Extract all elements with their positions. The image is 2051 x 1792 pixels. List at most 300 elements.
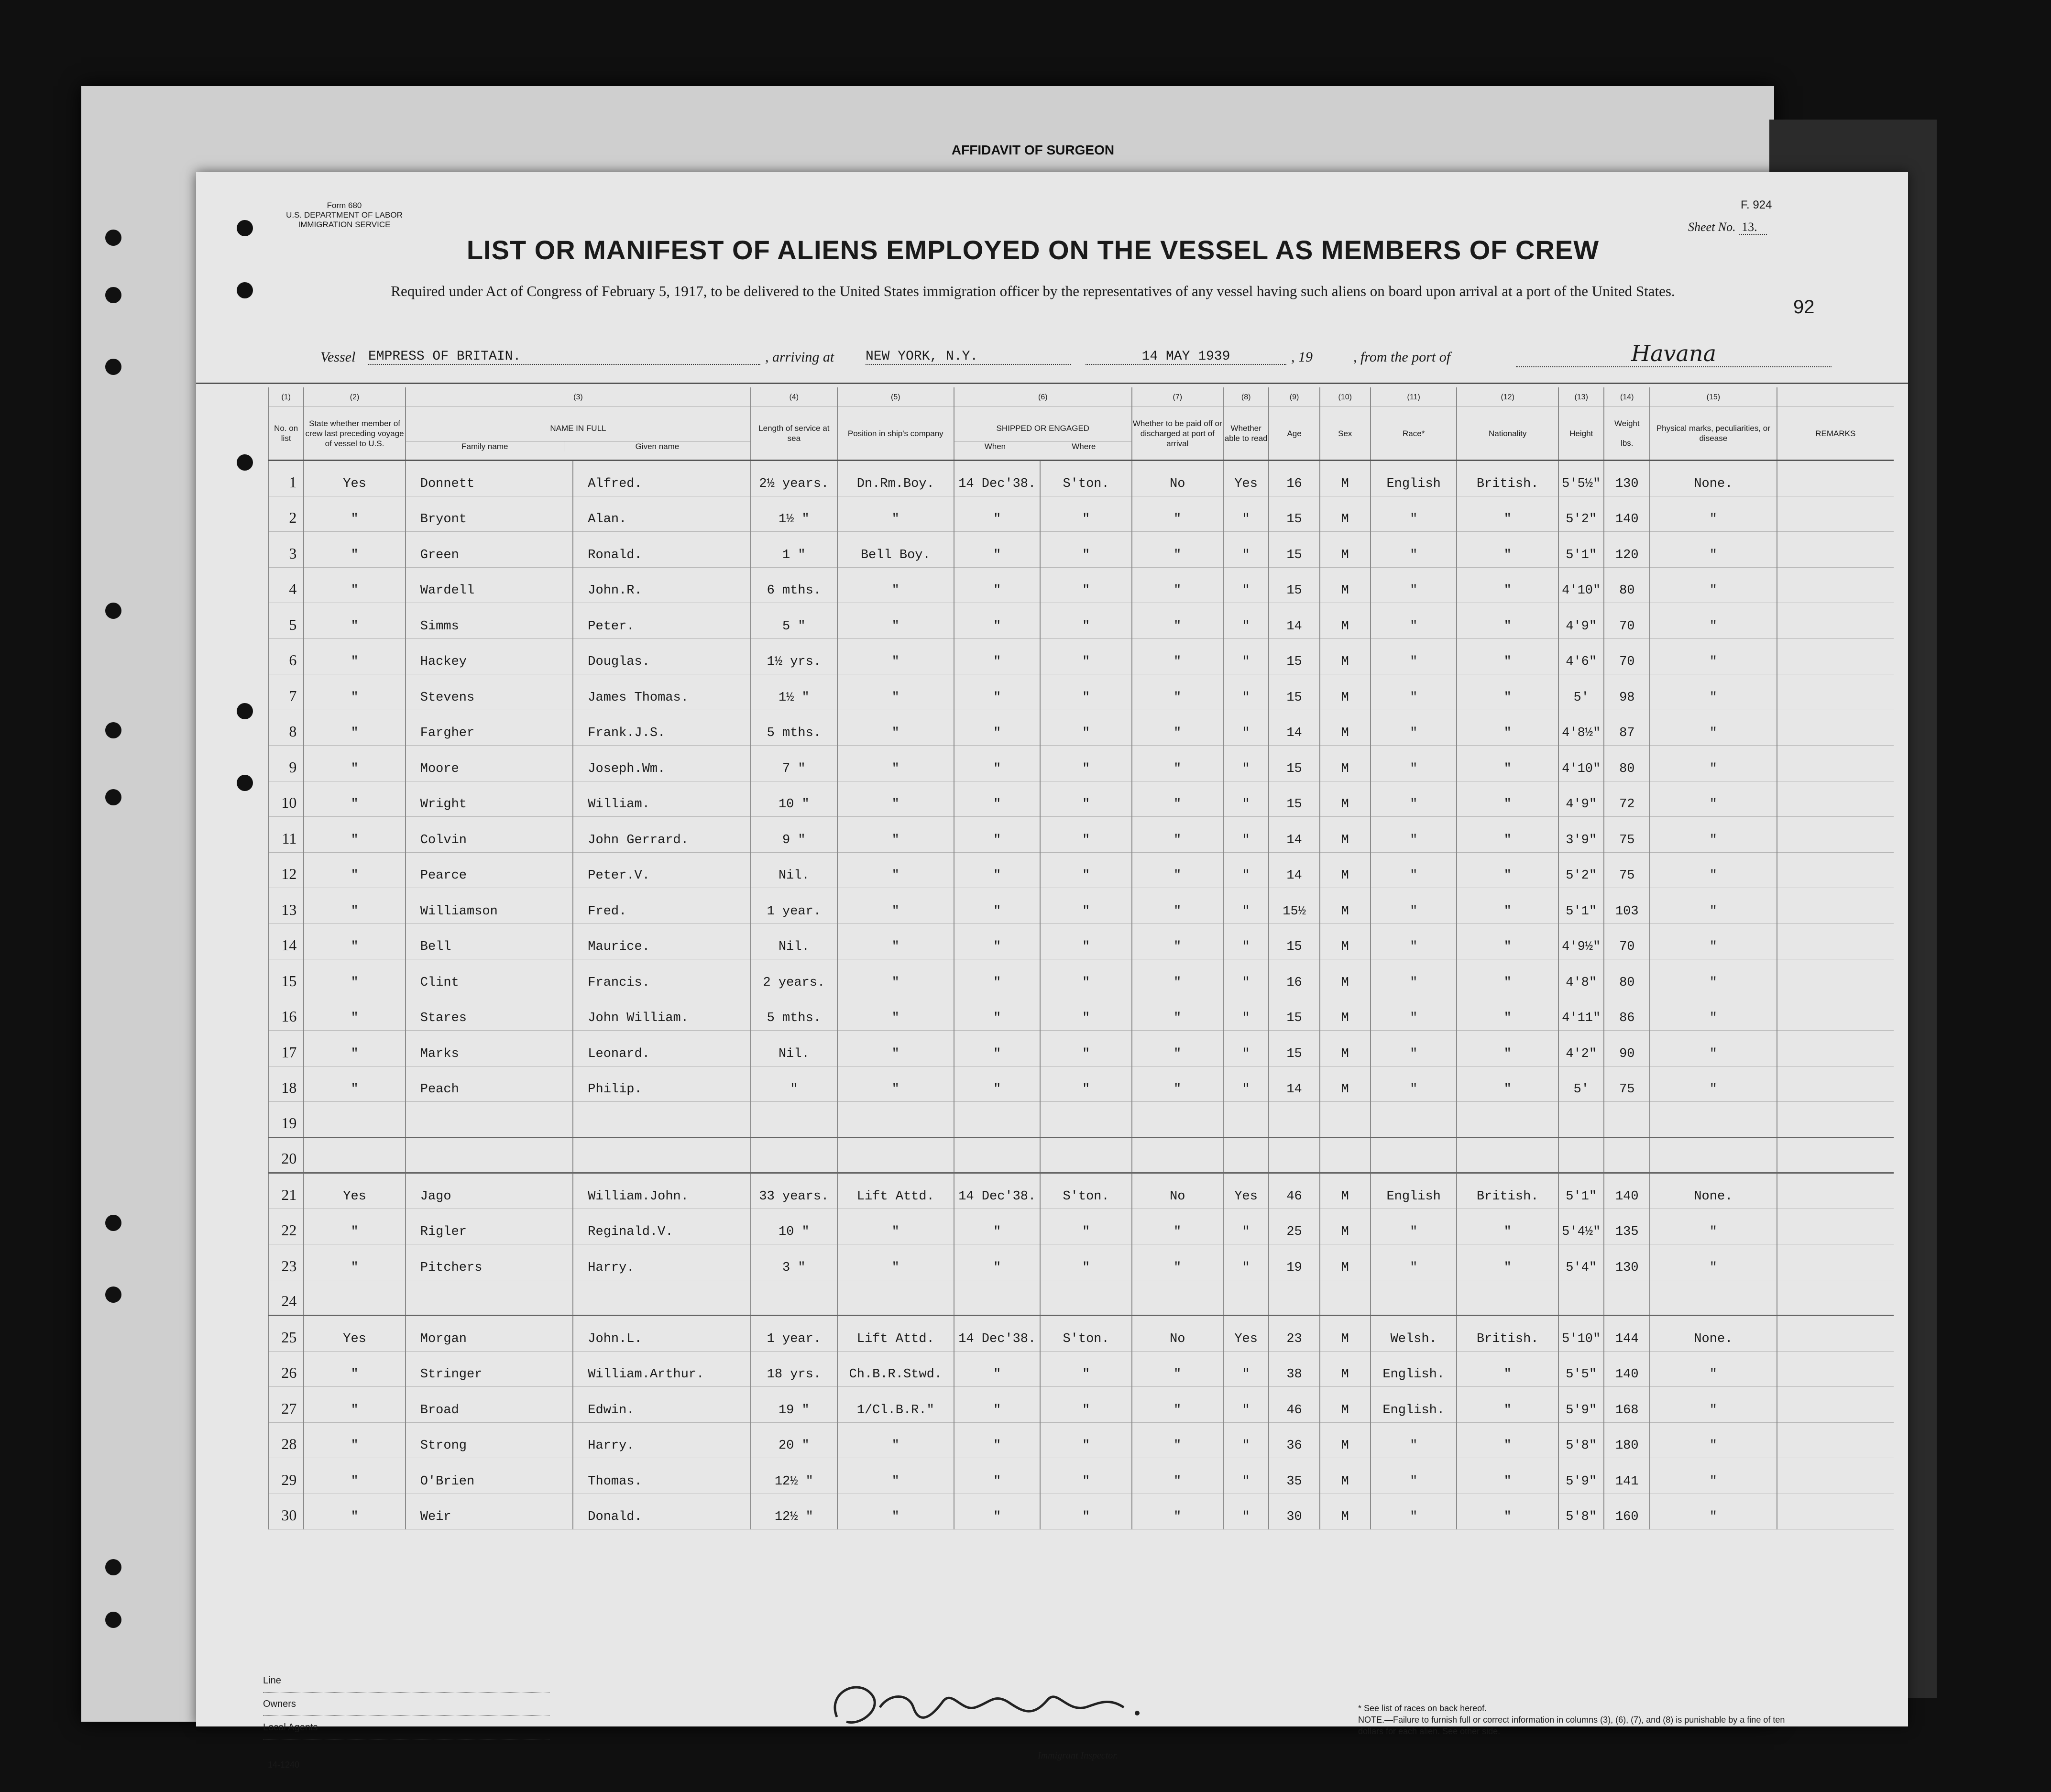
family-name-cell: Rigler [406, 1209, 573, 1244]
sex-cell [1320, 1102, 1371, 1138]
header-weight [1604, 407, 1650, 461]
nationality-cell: " [1457, 710, 1558, 746]
nationality-cell: " [1457, 603, 1558, 639]
sex-cell: M [1320, 496, 1371, 532]
remarks-cell [1777, 638, 1894, 674]
weight-cell: 80 [1604, 746, 1650, 781]
nationality-cell: " [1457, 852, 1558, 888]
prior-voyage-cell: " [304, 959, 405, 995]
race-cell: " [1371, 532, 1457, 568]
length-of-service-cell: 5 mths. [751, 995, 837, 1031]
sex-cell: M [1320, 1316, 1371, 1352]
prior-voyage-cell: " [304, 638, 405, 674]
family-name-cell: Bryont [406, 496, 573, 532]
sex-cell: M [1320, 1173, 1371, 1209]
able-to-read-cell: " [1223, 1351, 1269, 1387]
punch-hole [237, 454, 253, 471]
given-name-cell [573, 1280, 751, 1316]
able-to-read-cell: Yes [1223, 1173, 1269, 1209]
physical-marks-cell: None. [1650, 1173, 1777, 1209]
length-of-service-cell: Nil. [751, 1031, 837, 1066]
table-row [268, 461, 1894, 496]
shipped-where-cell: " [1040, 603, 1131, 639]
header-prior: State whether member of crew last preceding voyage of vessel to U.S. [304, 407, 405, 461]
physical-marks-cell: " [1650, 746, 1777, 781]
header-no: No. on list [268, 407, 304, 461]
table-row [268, 1494, 1894, 1529]
sheet-label: Sheet No. [1688, 220, 1736, 234]
position-cell: " [837, 781, 954, 817]
header-sex: Sex [1320, 407, 1371, 461]
weight-cell: 87 [1604, 710, 1650, 746]
header-nationality: Nationality [1457, 407, 1558, 461]
race-cell: English [1371, 1173, 1457, 1209]
shipped-when-cell: " [954, 567, 1041, 603]
height-cell: 5'4½" [1558, 1209, 1604, 1244]
family-name-cell: Wright [406, 781, 573, 817]
shipped-where-cell: " [1040, 888, 1131, 924]
shipped-when-cell: " [954, 1458, 1041, 1494]
vessel-label: Vessel [320, 349, 356, 365]
able-to-read-cell [1223, 1137, 1269, 1173]
shipped-where-cell: S'ton. [1040, 461, 1131, 496]
weight-cell: 120 [1604, 532, 1650, 568]
weight-cell: 103 [1604, 888, 1650, 924]
able-to-read-cell: " [1223, 781, 1269, 817]
shipped-where-cell: " [1040, 1422, 1131, 1458]
table-row [268, 603, 1894, 639]
nationality-cell: " [1457, 638, 1558, 674]
remarks-cell [1777, 496, 1894, 532]
age-cell: 15 [1269, 995, 1319, 1031]
paid-off-cell: " [1132, 817, 1223, 853]
prior-voyage-cell: " [304, 1351, 405, 1387]
affidavit-header: AFFIDAVIT OF SURGEON [951, 143, 1115, 157]
from-port-label: , from the port of [1353, 349, 1451, 365]
length-of-service-cell: 10 " [751, 1209, 837, 1244]
colnum: (15) [1650, 387, 1777, 407]
sex-cell: M [1320, 1422, 1371, 1458]
height-cell: 5'1" [1558, 888, 1604, 924]
length-of-service-cell: 10 " [751, 781, 837, 817]
shipped-where-cell: " [1040, 638, 1131, 674]
race-cell: " [1371, 638, 1457, 674]
family-name-cell: Fargher [406, 710, 573, 746]
length-of-service-cell: 1½ " [751, 674, 837, 710]
able-to-read-cell: " [1223, 1422, 1269, 1458]
shipped-where-cell: " [1040, 1351, 1131, 1387]
weight-cell: 140 [1604, 1351, 1650, 1387]
given-name-cell: John.L. [573, 1316, 751, 1352]
header-remarks: REMARKS [1777, 407, 1894, 461]
line-number-cell: 11 [268, 817, 304, 853]
position-cell: " [837, 1422, 954, 1458]
weight-cell: 140 [1604, 1173, 1650, 1209]
nationality-cell: " [1457, 532, 1558, 568]
position-cell [837, 1102, 954, 1138]
line-number-cell: 19 [268, 1102, 304, 1138]
shipped-where-cell: " [1040, 710, 1131, 746]
position-cell: " [837, 852, 954, 888]
physical-marks-cell: " [1650, 781, 1777, 817]
line-field: Line [263, 1669, 550, 1693]
sex-cell: M [1320, 674, 1371, 710]
length-of-service-cell: Nil. [751, 852, 837, 888]
position-cell: " [837, 1066, 954, 1102]
table-row [268, 959, 1894, 995]
able-to-read-cell: " [1223, 496, 1269, 532]
height-cell: 5'5½" [1558, 461, 1604, 496]
paid-off-cell: " [1132, 532, 1223, 568]
able-to-read-cell: " [1223, 817, 1269, 853]
shipped-when-cell: 14 Dec'38. [954, 1316, 1041, 1352]
prior-voyage-cell: " [304, 496, 405, 532]
shipped-when-cell: " [954, 852, 1041, 888]
length-of-service-cell: 19 " [751, 1387, 837, 1423]
age-cell: 14 [1269, 1066, 1319, 1102]
family-name-cell: Stringer [406, 1351, 573, 1387]
remarks-cell [1777, 603, 1894, 639]
weight-cell [1604, 1280, 1650, 1316]
able-to-read-cell: Yes [1223, 1316, 1269, 1352]
physical-marks-cell: None. [1650, 461, 1777, 496]
age-cell: 19 [1269, 1244, 1319, 1280]
shipped-where-cell: " [1040, 1031, 1131, 1066]
prior-voyage-cell: " [304, 746, 405, 781]
colnum: (14) [1604, 387, 1650, 407]
paid-off-cell: No [1132, 461, 1223, 496]
position-cell: " [837, 1458, 954, 1494]
able-to-read-cell: " [1223, 1209, 1269, 1244]
physical-marks-cell: " [1650, 710, 1777, 746]
line-number-cell: 9 [268, 746, 304, 781]
department-name: U.S. DEPARTMENT OF LABOR [286, 210, 403, 220]
paid-off-cell: " [1132, 781, 1223, 817]
paid-off-cell: " [1132, 674, 1223, 710]
line-number-cell: 27 [268, 1387, 304, 1423]
paid-off-cell: " [1132, 1031, 1223, 1066]
prior-voyage-cell: " [304, 1422, 405, 1458]
header-name-full: NAME IN FULL [406, 416, 750, 441]
table-row [268, 852, 1894, 888]
shipped-where-cell: " [1040, 1458, 1131, 1494]
remarks-cell [1777, 532, 1894, 568]
physical-marks-cell: " [1650, 1351, 1777, 1387]
weight-cell: 70 [1604, 638, 1650, 674]
able-to-read-cell: " [1223, 923, 1269, 959]
sex-cell [1320, 1137, 1371, 1173]
nationality-cell: " [1457, 888, 1558, 924]
age-cell: 15½ [1269, 888, 1319, 924]
physical-marks-cell: " [1650, 852, 1777, 888]
race-cell: " [1371, 781, 1457, 817]
paid-off-cell: " [1132, 1066, 1223, 1102]
table-row [268, 1387, 1894, 1423]
sex-cell: M [1320, 638, 1371, 674]
paid-off-cell: No [1132, 1173, 1223, 1209]
remarks-cell [1777, 1031, 1894, 1066]
race-cell: " [1371, 1066, 1457, 1102]
race-cell: " [1371, 567, 1457, 603]
weight-cell: 98 [1604, 674, 1650, 710]
given-name-cell: Harry. [573, 1244, 751, 1280]
position-cell: " [837, 923, 954, 959]
race-cell [1371, 1280, 1457, 1316]
remarks-cell [1777, 1458, 1894, 1494]
weight-cell: 72 [1604, 781, 1650, 817]
weight-cell: 75 [1604, 817, 1650, 853]
length-of-service-cell: 2 years. [751, 959, 837, 995]
nationality-cell: British. [1457, 1316, 1558, 1352]
weight-cell [1604, 1137, 1650, 1173]
able-to-read-cell: " [1223, 532, 1269, 568]
height-cell: 5'8" [1558, 1494, 1604, 1529]
shipped-where-cell: " [1040, 1066, 1131, 1102]
table-row [268, 888, 1894, 924]
physical-marks-cell: " [1650, 1066, 1777, 1102]
colnum: (7) [1132, 387, 1223, 407]
physical-marks-cell: " [1650, 1458, 1777, 1494]
table-row [268, 817, 1894, 853]
given-name-cell: Joseph.Wm. [573, 746, 751, 781]
height-cell: 5'10" [1558, 1316, 1604, 1352]
colnum: (8) [1223, 387, 1269, 407]
shipped-when-cell: " [954, 710, 1041, 746]
colnum: (1) [268, 387, 304, 407]
paid-off-cell: " [1132, 888, 1223, 924]
height-cell: 4'9" [1558, 781, 1604, 817]
race-cell: " [1371, 1031, 1457, 1066]
sex-cell: M [1320, 923, 1371, 959]
age-cell: 46 [1269, 1173, 1319, 1209]
header-age: Age [1269, 407, 1319, 461]
given-name-cell: Peter. [573, 603, 751, 639]
table-row [268, 923, 1894, 959]
remarks-cell [1777, 1422, 1894, 1458]
age-cell: 15 [1269, 923, 1319, 959]
height-cell: 4'9½" [1558, 923, 1604, 959]
remarks-cell [1777, 888, 1894, 924]
shipped-where-cell: S'ton. [1040, 1316, 1131, 1352]
punch-hole [237, 775, 253, 791]
line-number-cell: 4 [268, 567, 304, 603]
family-name-cell: Pearce [406, 852, 573, 888]
line-number-cell: 29 [268, 1458, 304, 1494]
year-label: , 19 [1291, 349, 1313, 365]
nationality-cell: " [1457, 1031, 1558, 1066]
position-cell: " [837, 638, 954, 674]
family-name-cell: Green [406, 532, 573, 568]
header-read: Whether able to read [1223, 407, 1269, 461]
shipped-when-cell: " [954, 1422, 1041, 1458]
given-name-cell: Ronald. [573, 532, 751, 568]
physical-marks-cell: None. [1650, 1316, 1777, 1352]
shipped-when-cell: 14 Dec'38. [954, 1173, 1041, 1209]
punch-hole [105, 287, 121, 303]
physical-marks-cell [1650, 1280, 1777, 1316]
height-cell [1558, 1280, 1604, 1316]
given-name-cell: William.John. [573, 1173, 751, 1209]
race-cell: " [1371, 852, 1457, 888]
local-agents-field: Local Agents [263, 1716, 550, 1739]
able-to-read-cell: " [1223, 1031, 1269, 1066]
length-of-service-cell: 1 " [751, 532, 837, 568]
shipped-when-cell: " [954, 817, 1041, 853]
weight-cell: 160 [1604, 1494, 1650, 1529]
nationality-cell: " [1457, 1066, 1558, 1102]
punch-hole [105, 359, 121, 375]
nationality-cell: " [1457, 959, 1558, 995]
table-row [268, 746, 1894, 781]
age-cell: 15 [1269, 674, 1319, 710]
prior-voyage-cell: " [304, 567, 405, 603]
given-name-cell: John.R. [573, 567, 751, 603]
sheet-number [1688, 220, 1767, 234]
shipped-when-cell: " [954, 1244, 1041, 1280]
remarks-cell [1777, 1066, 1894, 1102]
physical-marks-cell: " [1650, 995, 1777, 1031]
line-number-cell: 22 [268, 1209, 304, 1244]
sex-cell: M [1320, 746, 1371, 781]
remarks-cell [1777, 710, 1894, 746]
paid-off-cell [1132, 1280, 1223, 1316]
sex-cell: M [1320, 1494, 1371, 1529]
shipped-where-cell: " [1040, 567, 1131, 603]
given-name-cell: John William. [573, 995, 751, 1031]
sex-cell: M [1320, 1031, 1371, 1066]
position-cell: " [837, 603, 954, 639]
physical-marks-cell [1650, 1137, 1777, 1173]
punch-hole [237, 282, 253, 298]
family-name-cell: Williamson [406, 888, 573, 924]
race-cell: " [1371, 603, 1457, 639]
sex-cell: M [1320, 1209, 1371, 1244]
length-of-service-cell: " [751, 1066, 837, 1102]
length-of-service-cell: 2½ years. [751, 461, 837, 496]
physical-marks-cell: " [1650, 1387, 1777, 1423]
shipped-when-cell: " [954, 1209, 1041, 1244]
age-cell: 15 [1269, 746, 1319, 781]
prior-voyage-cell [304, 1137, 405, 1173]
table-row [268, 532, 1894, 568]
header-shipped [954, 407, 1132, 461]
paid-off-cell: " [1132, 496, 1223, 532]
length-of-service-cell: 9 " [751, 817, 837, 853]
family-name-cell: Strong [406, 1422, 573, 1458]
prior-voyage-cell: " [304, 1494, 405, 1529]
shipped-when-cell: " [954, 603, 1041, 639]
shipped-where-cell: " [1040, 1494, 1131, 1529]
weight-cell: 70 [1604, 603, 1650, 639]
height-cell [1558, 1102, 1604, 1138]
family-name-cell: Stares [406, 995, 573, 1031]
nationality-cell: British. [1457, 461, 1558, 496]
family-name-cell: Peach [406, 1066, 573, 1102]
shipped-when-cell: " [954, 1387, 1041, 1423]
nationality-cell: " [1457, 923, 1558, 959]
able-to-read-cell: " [1223, 888, 1269, 924]
given-name-cell [573, 1137, 751, 1173]
paid-off-cell: " [1132, 603, 1223, 639]
length-of-service-cell: 3 " [751, 1244, 837, 1280]
position-cell: Ch.B.R.Stwd. [837, 1351, 954, 1387]
age-cell: 15 [1269, 781, 1319, 817]
prior-voyage-cell: Yes [304, 1173, 405, 1209]
shipped-where-cell: " [1040, 1387, 1131, 1423]
table-row [268, 1137, 1894, 1173]
shipped-where-cell: " [1040, 995, 1131, 1031]
paid-off-cell: " [1132, 1209, 1223, 1244]
prior-voyage-cell: " [304, 1458, 405, 1494]
remarks-cell [1777, 852, 1894, 888]
shipped-where-cell: " [1040, 852, 1131, 888]
printer-code: 14-1240 [268, 1760, 300, 1770]
given-name-cell: John Gerrard. [573, 817, 751, 853]
race-cell: " [1371, 959, 1457, 995]
sex-cell: M [1320, 1244, 1371, 1280]
able-to-read-cell: " [1223, 959, 1269, 995]
height-cell: 4'9" [1558, 603, 1604, 639]
age-cell: 14 [1269, 852, 1319, 888]
able-to-read-cell: Yes [1223, 461, 1269, 496]
length-of-service-cell [751, 1137, 837, 1173]
paid-off-cell [1132, 1102, 1223, 1138]
shipped-where-cell: " [1040, 532, 1131, 568]
length-of-service-cell: 33 years. [751, 1173, 837, 1209]
age-cell: 23 [1269, 1316, 1319, 1352]
table-row [268, 1066, 1894, 1102]
inspector-label: Immigrant Inspector. [1038, 1750, 1118, 1761]
line-number-cell: 17 [268, 1031, 304, 1066]
height-cell: 5' [1558, 674, 1604, 710]
age-cell [1269, 1280, 1319, 1316]
age-cell: 14 [1269, 603, 1319, 639]
position-cell: " [837, 1031, 954, 1066]
line-number-cell: 24 [268, 1280, 304, 1316]
nationality-cell: " [1457, 1351, 1558, 1387]
family-name-cell: Colvin [406, 817, 573, 853]
weight-cell: 80 [1604, 959, 1650, 995]
age-cell: 15 [1269, 638, 1319, 674]
nationality-cell: British. [1457, 1173, 1558, 1209]
position-cell: " [837, 959, 954, 995]
nationality-cell [1457, 1102, 1558, 1138]
family-name-cell: Simms [406, 603, 573, 639]
nationality-cell: " [1457, 1422, 1558, 1458]
line-number-cell: 23 [268, 1244, 304, 1280]
family-name-cell: Clint [406, 959, 573, 995]
vessel-name: EMPRESS OF BRITAIN. [368, 349, 760, 365]
position-cell: Lift Attd. [837, 1316, 954, 1352]
prior-voyage-cell: " [304, 1244, 405, 1280]
sex-cell: M [1320, 888, 1371, 924]
header-family: Family name [406, 441, 564, 451]
physical-marks-cell: " [1650, 959, 1777, 995]
length-of-service-cell: 7 " [751, 746, 837, 781]
given-name-cell [573, 1102, 751, 1138]
colnum: (9) [1269, 387, 1319, 407]
shipped-where-cell: " [1040, 674, 1131, 710]
line-number-cell: 14 [268, 923, 304, 959]
position-cell: Bell Boy. [837, 532, 954, 568]
remarks-cell [1777, 746, 1894, 781]
remarks-cell [1777, 1351, 1894, 1387]
given-name-cell: Thomas. [573, 1458, 751, 1494]
given-name-cell: Philip. [573, 1066, 751, 1102]
prior-voyage-cell: Yes [304, 461, 405, 496]
able-to-read-cell: " [1223, 567, 1269, 603]
nationality-cell [1457, 1280, 1558, 1316]
